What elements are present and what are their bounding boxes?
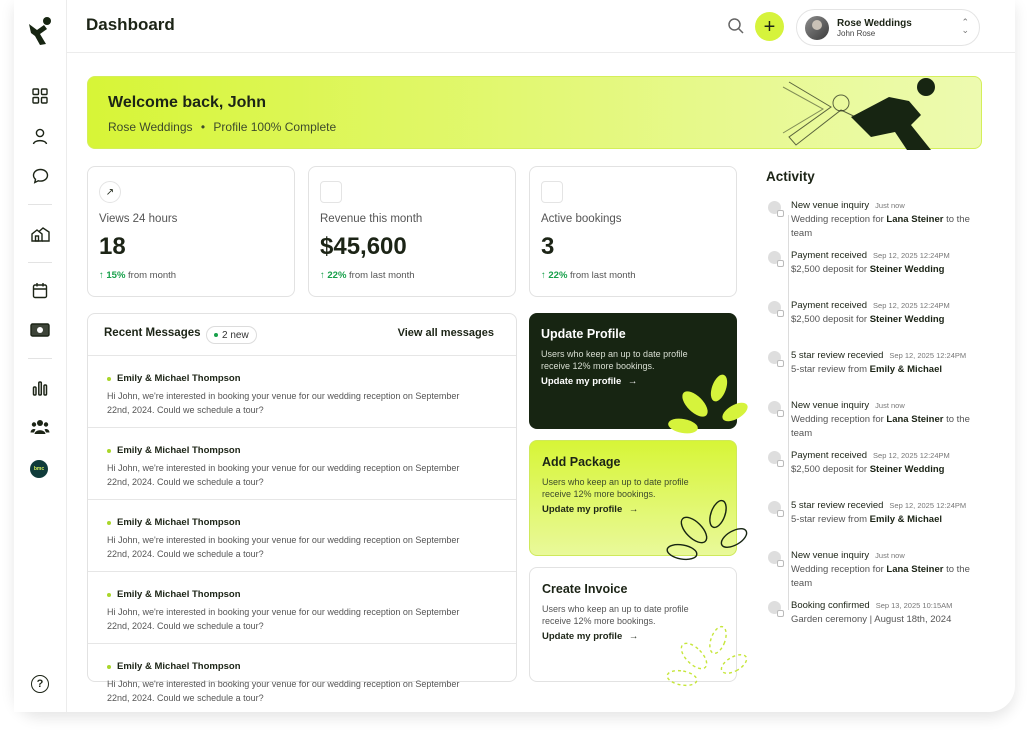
unread-dot-icon [107,665,111,669]
account-avatar [805,16,829,40]
activity-description: Wedding reception for Lana Steiner to the team [791,564,970,589]
activity-title-text: Booking confirmed [791,600,870,611]
message-item[interactable] [88,571,516,643]
delta-percent: 22% [548,270,568,281]
calendar-icon[interactable] [30,280,50,300]
activity-description: Garden ceremony | August 18th, 2024 [791,614,952,625]
venue-buildings-icon[interactable] [30,224,50,244]
message-item[interactable] [88,643,516,715]
payment-icon [777,260,784,267]
activity-time: Just now [875,201,905,210]
flower-outline-decoration-icon [666,500,736,555]
promo-text: Users who keep an up to date profile receive 12% more bookings. [541,349,688,371]
view-all-messages-link[interactable]: View all messages [397,327,494,339]
sidebar-divider [28,262,52,263]
update-my-profile-link[interactable] [542,631,638,642]
promo-title: Update Profile [541,327,626,341]
unread-dot-icon [107,521,111,525]
workspace-avatar[interactable]: bmc [30,460,48,478]
page-title: Dashboard [86,15,175,34]
activity-description: $2,500 deposit for Steiner Wedding [791,464,945,475]
activity-title-text: Payment received [791,300,868,311]
star-icon [777,360,784,367]
stat-card-revenue[interactable] [308,166,516,297]
activity-avatar [766,549,783,566]
activity-time: Sep 12, 2025 12:24PM [889,351,967,360]
trending-up-icon: ↗ [99,181,121,203]
message-item[interactable] [88,427,516,499]
flower-dashed-decoration-icon [666,626,736,681]
message-sender: Emily & Michael Thompson [117,589,241,600]
activity-avatar [766,299,783,316]
activity-avatar [766,399,783,416]
activity-title: Activity [766,169,815,184]
message-preview: Hi John, we're interested in booking your venue for our wedding reception on September 22nd, 2024. Could we schedule a tour? [107,391,460,415]
star-icon [777,510,784,517]
activity-time: Sep 12, 2025 12:24PM [873,251,950,260]
analytics-chart-icon[interactable] [30,378,50,398]
profile-status: Profile 100% Complete [213,120,337,134]
activity-avatar [766,599,783,616]
revenue-icon [320,181,342,203]
brand-mark-decoration [771,77,981,150]
message-sender: Emily & Michael Thompson [117,661,241,672]
link-label: Update my profile [541,376,622,387]
timeline-line [788,215,789,610]
activity-title-text: 5 star review recevied [791,350,884,361]
arrow-right-icon: → [628,504,639,515]
activity-title-text: New venue inquiry [791,400,870,411]
unread-dot-icon [107,449,111,453]
inquiry-icon [777,560,784,567]
delta-suffix: from last month [349,270,415,281]
message-item[interactable] [88,355,516,427]
app-window [14,0,1015,712]
arrow-right-icon: → [628,631,639,642]
activity-description: Wedding reception for Lana Steiner to the team [791,214,970,239]
brand-logo-icon[interactable] [27,16,53,46]
activity-avatar [766,499,783,516]
stat-label: Revenue this month [320,213,423,225]
activity-time: Sep 13, 2025 10:15AM [875,601,953,610]
activity-description: Wedding reception for Lana Steiner to the team [791,414,970,439]
update-my-profile-link[interactable] [541,376,637,387]
inquiry-icon [777,210,784,217]
activity-time: Sep 12, 2025 12:24PM [873,451,950,460]
stat-card-bookings[interactable] [529,166,737,297]
status-dot-icon [214,333,218,337]
stat-delta [99,270,176,281]
update-my-profile-link[interactable] [542,504,638,515]
unread-dot-icon [107,593,111,597]
arrow-up-icon: ↑ [541,270,546,281]
activity-title-text: 5 star review recevied [791,500,884,511]
sidebar-divider [28,204,52,205]
new-messages-badge [206,326,257,344]
create-invoice-card[interactable] [529,567,737,682]
team-users-icon[interactable] [30,417,50,437]
activity-avatar [766,349,783,366]
activity-description: $2,500 deposit for Steiner Wedding [791,314,945,325]
message-preview: Hi John, we're interested in booking your venue for our wedding reception on September 22nd, 2024. Could we schedule a tour? [107,535,460,559]
help-icon[interactable]: ? [31,675,49,693]
delta-suffix: from month [128,270,177,281]
message-sender: Emily & Michael Thompson [117,517,241,528]
payment-icon [777,310,784,317]
arrow-right-icon: → [627,376,638,387]
activity-time: Just now [875,551,905,560]
chevron-updown-icon: ⌃ ⌄ [961,17,969,35]
promo-title: Create Invoice [542,582,628,596]
link-label: Update my profile [542,504,623,515]
welcome-subtitle [108,120,336,134]
add-package-card[interactable] [529,440,737,556]
promo-text: Users who keep an up to date profile receive 12% more bookings. [542,604,689,626]
message-preview: Hi John, we're interested in booking your venue for our wedding reception on September 22nd, 2024. Could we schedule a tour? [107,607,460,631]
search-icon[interactable] [727,17,745,35]
activity-time: Sep 12, 2025 12:24PM [873,301,950,310]
message-sender: Emily & Michael Thompson [117,445,241,456]
stat-delta [320,270,415,281]
flower-decoration-icon [667,374,737,429]
arrow-up-icon: ↑ [99,270,104,281]
stat-value: $45,600 [320,233,407,260]
link-label: Update my profile [542,631,623,642]
activity-title-text: New venue inquiry [791,550,870,561]
message-preview: Hi John, we're interested in booking your venue for our wedding reception on September 22nd, 2024. Could we schedule a tour? [107,679,460,703]
messages-chat-icon[interactable] [30,166,50,186]
stat-value: 3 [541,233,555,260]
promo-text: Users who keep an up to date profile receive 12% more bookings. [542,477,689,499]
separator-dot: • [200,120,206,134]
activity-time: Just now [875,401,905,410]
activity-avatar [766,199,783,216]
promo-title: Add Package [542,455,621,469]
activity-avatar [766,249,783,266]
account-name: Rose Weddings [837,17,912,29]
badge-text: 2 new [222,329,249,341]
account-user: John Rose [837,28,876,38]
stat-value: 18 [99,233,126,260]
sidebar-divider [28,358,52,359]
activity-title-text: New venue inquiry [791,200,870,211]
top-bar [67,0,1015,53]
message-item[interactable] [88,499,516,571]
payments-money-icon[interactable] [30,320,50,340]
activity-avatar [766,449,783,466]
bookings-icon [541,181,563,203]
messages-title: Recent Messages [104,327,201,339]
delta-suffix: from last month [570,270,636,281]
activity-description: 5-star review from Emily & Michael [791,514,942,525]
welcome-banner [87,76,982,149]
stat-label: Active bookings [541,213,622,225]
activity-description: 5-star review from Emily & Michael [791,364,942,375]
message-sender: Emily & Michael Thompson [117,373,241,384]
delta-percent: 22% [327,270,347,281]
stat-label: Views 24 hours [99,213,178,225]
arrow-up-icon: ↑ [320,270,325,281]
sidebar [14,0,67,712]
welcome-title: Welcome back, John [108,94,266,111]
update-profile-card[interactable] [529,313,737,429]
inquiry-icon [777,410,784,417]
activity-title-text: Payment received [791,250,868,261]
activity-title-text: Payment received [791,450,868,461]
business-name: Rose Weddings [108,120,193,134]
stat-card-views[interactable] [87,166,295,297]
messages-list [88,355,516,715]
delta-percent: 15% [106,270,126,281]
booking-icon [777,610,784,617]
plus-icon: + [763,15,776,38]
message-preview: Hi John, we're interested in booking your venue for our wedding reception on September 22nd, 2024. Could we schedule a tour? [107,463,460,487]
activity-time: Sep 12, 2025 12:24PM [889,501,967,510]
dashboard-grid-icon[interactable] [30,86,50,106]
add-button[interactable] [755,12,784,41]
recent-messages-panel [87,313,517,703]
stat-delta [541,270,636,281]
account-switcher[interactable] [796,9,980,46]
activity-description: $2,500 deposit for Steiner Wedding [791,264,945,275]
profile-user-icon[interactable] [30,126,50,146]
payment-icon [777,460,784,467]
unread-dot-icon [107,377,111,381]
